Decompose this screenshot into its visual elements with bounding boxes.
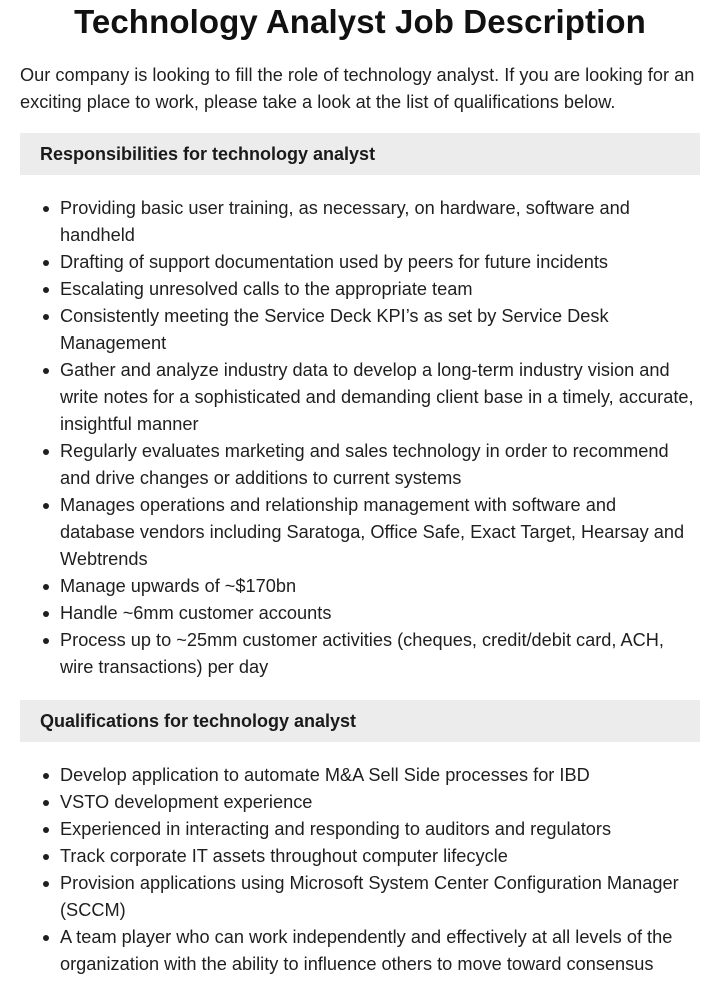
bullet-icon bbox=[43, 449, 49, 455]
responsibilities-list bbox=[20, 195, 700, 681]
list-item-text: Gather and analyze industry data to develop a long-term industry vision and write notes for a sophisticated and demanding client base in a timely, accurate, insightful manner bbox=[60, 360, 694, 434]
bullet-icon bbox=[43, 260, 49, 266]
list-item-text: Escalating unresolved calls to the appropriate team bbox=[60, 279, 473, 299]
list-item-text: Consistently meeting the Service Deck KPI’s as set by Service Desk Management bbox=[60, 306, 609, 353]
responsibilities-heading: Responsibilities for technology analyst bbox=[20, 133, 700, 175]
list-item bbox=[60, 573, 700, 600]
intro-paragraph: Our company is looking to fill the role of technology analyst. If you are looking for an exciting place to work, please take a look at the list of qualifications below. bbox=[20, 65, 695, 112]
bullet-icon bbox=[43, 638, 49, 644]
bullet-icon bbox=[43, 368, 49, 374]
list-item bbox=[60, 789, 700, 816]
bullet-icon bbox=[43, 773, 49, 779]
list-item bbox=[60, 870, 700, 924]
bullet-icon bbox=[43, 584, 49, 590]
list-item bbox=[60, 492, 700, 573]
list-item bbox=[60, 600, 700, 627]
bullet-icon bbox=[43, 611, 49, 617]
list-item-text: Manage upwards of ~$170bn bbox=[60, 576, 297, 596]
list-item-text: VSTO development experience bbox=[60, 792, 313, 812]
list-item-text: Develop application to automate M&A Sell Side processes for IBD bbox=[60, 765, 590, 785]
bullet-icon bbox=[43, 827, 49, 833]
list-item-text: Handle ~6mm customer accounts bbox=[60, 603, 332, 623]
list-item-text: A team player who can work independently and effectively at all levels of the organization with the ability to influence others to move toward consensus bbox=[60, 927, 673, 974]
list-item-text: Track corporate IT assets throughout computer lifecycle bbox=[60, 846, 508, 866]
page-title: Technology Analyst Job Description bbox=[74, 3, 646, 40]
list-item-text: Process up to ~25mm customer activities (cheques, credit/debit card, ACH, wire transactions) per day bbox=[60, 630, 664, 677]
list-item-text: Experienced in interacting and responding to auditors and regulators bbox=[60, 819, 612, 839]
list-item bbox=[60, 249, 700, 276]
list-item-text: Provision applications using Microsoft System Center Configuration Manager (SCCM) bbox=[60, 873, 679, 920]
list-item bbox=[60, 762, 700, 789]
list-item bbox=[60, 924, 700, 978]
list-item-text: Regularly evaluates marketing and sales technology in order to recommend and drive changes or additions to current systems bbox=[60, 441, 669, 488]
list-item bbox=[60, 303, 700, 357]
bullet-icon bbox=[43, 935, 49, 941]
list-item bbox=[60, 627, 700, 681]
list-item bbox=[60, 357, 700, 438]
bullet-icon bbox=[43, 503, 49, 509]
list-item-text: Drafting of support documentation used by peers for future incidents bbox=[60, 252, 608, 272]
bullet-icon bbox=[43, 881, 49, 887]
bullet-icon bbox=[43, 314, 49, 320]
list-item-text: Manages operations and relationship management with software and database vendors including Saratoga, Office Safe, Exact Target, Hearsay and Webtrends bbox=[60, 495, 685, 569]
qualifications-heading: Qualifications for technology analyst bbox=[20, 700, 700, 742]
bullet-icon bbox=[43, 206, 49, 212]
list-item bbox=[60, 438, 700, 492]
list-item bbox=[60, 843, 700, 870]
qualifications-list bbox=[20, 762, 700, 978]
bullet-icon bbox=[43, 287, 49, 293]
bullet-icon bbox=[43, 854, 49, 860]
list-item bbox=[60, 276, 700, 303]
list-item-text: Providing basic user training, as necessary, on hardware, software and handheld bbox=[60, 198, 630, 245]
list-item bbox=[60, 816, 700, 843]
bullet-icon bbox=[43, 800, 49, 806]
list-item bbox=[60, 195, 700, 249]
